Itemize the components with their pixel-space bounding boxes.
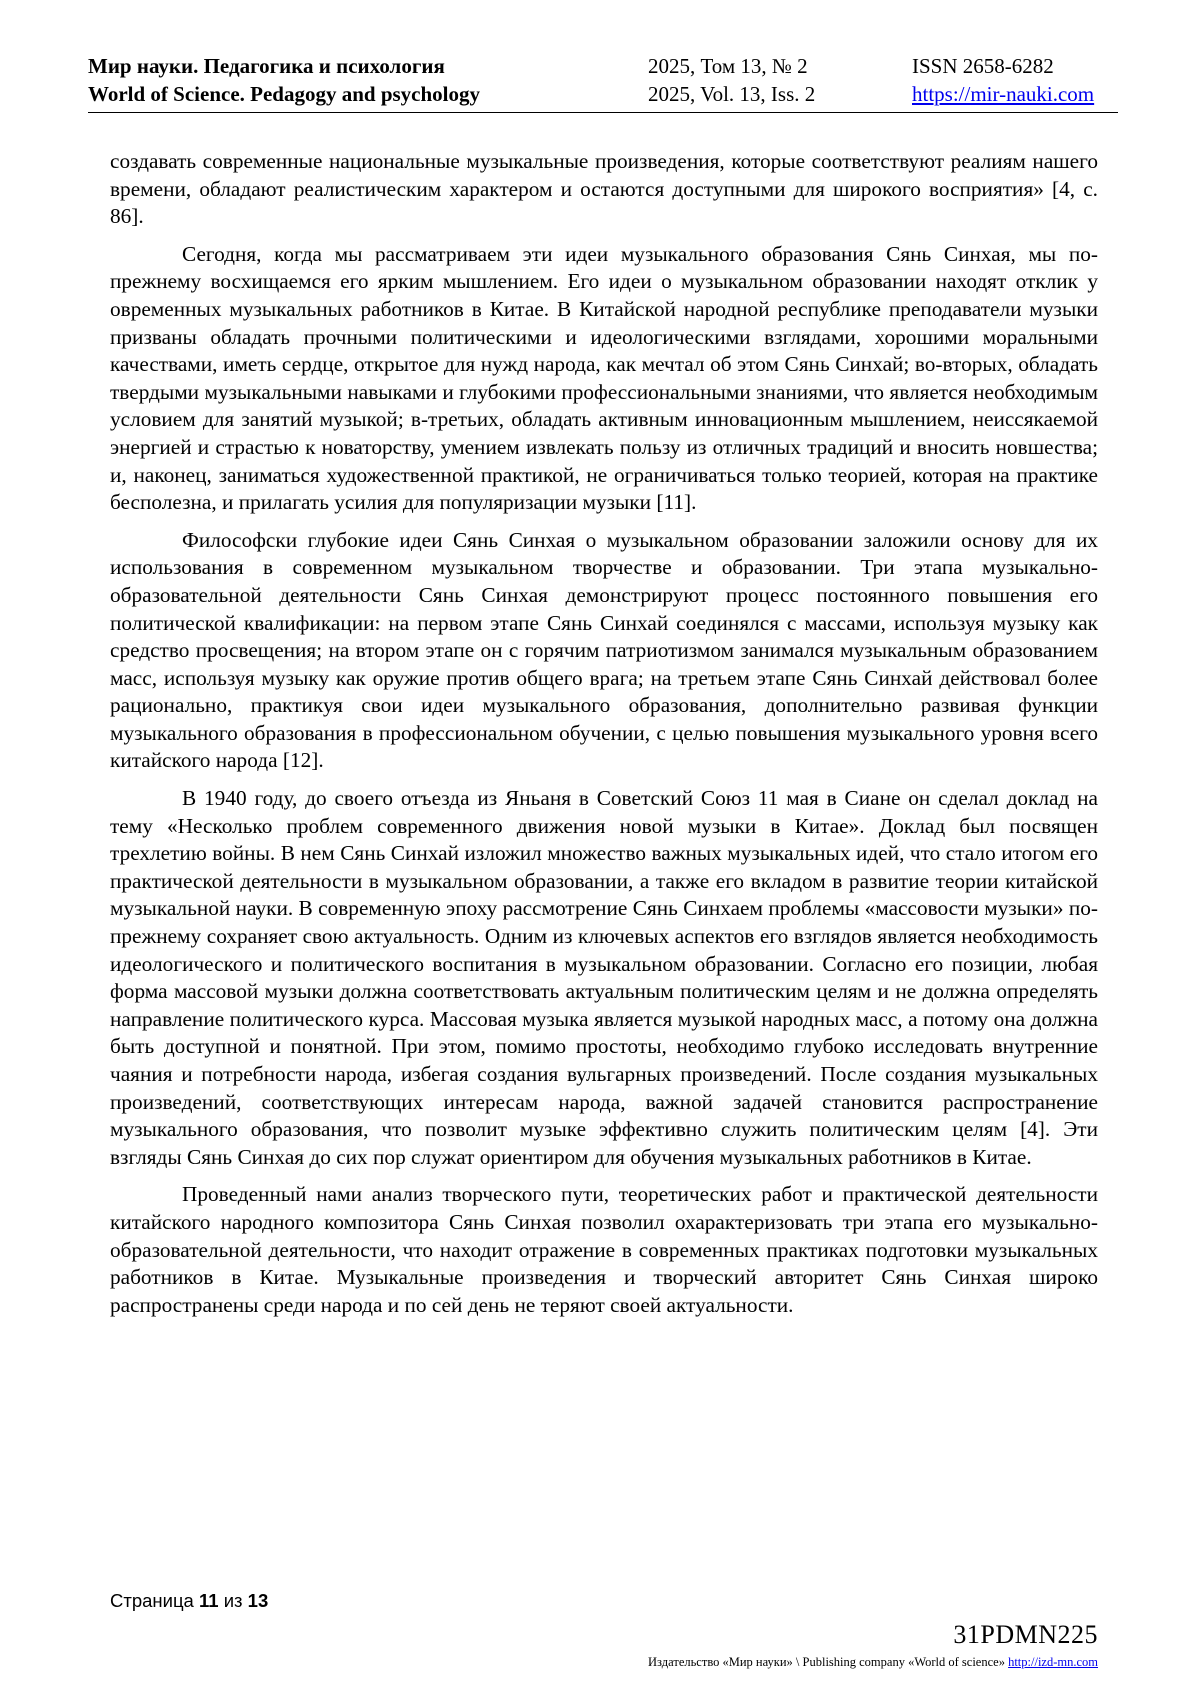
page-label: Страница [110, 1590, 194, 1611]
paragraph: Сегодня, когда мы рассматриваем эти идеи музыкального образования Сянь Синхая, мы по-прежнему восхищаемся его ярким мышлением. Его идеи о музыкальном образовании находят отклик у овременных музыкальных работников в Китае. В Китайской народной республике преподаватели музыки призваны обладать прочными политическими и идеологическими взглядами, хорошими моральными качествами, иметь сердце, открытое для нужд народа, как мечтал об этом Сянь Синхай; во-вторых, обладать твердыми музыкальными навыками и глубокими профессиональными знаниями, что является необходимым условием для занятий музыкой; в-третьих, обладать активным инновационным мышлением, неиссякаемой энергией и страстью к новаторству, умением извлекать пользу из отличных традиций и вносить новшества; и, наконец, заниматься художественной практикой, не ограничиваться только теорией, которая на практике бесполезна, и прилагать усилия для популяризации музыки [11]. [110, 241, 1098, 515]
journal-title-en: World of Science. Pedagogy and psychology [88, 82, 481, 106]
issue-en: 2025, Vol. 13, Iss. 2 [648, 82, 816, 106]
page-total: 13 [247, 1590, 269, 1611]
journal-title [88, 52, 480, 108]
publisher-text: Издательство «Мир науки» \ Publishing company «World of science» [648, 1655, 1005, 1669]
journal-title-ru: Мир науки. Педагогика и психология [88, 54, 445, 78]
issn-info [912, 52, 1094, 108]
paragraph: В 1940 году, до своего отъезда из Яньаня в Советский Союз 11 мая в Сиане он сделал доклад на тему «Несколько проблем современного движения новой музыки в Китае». Доклад был посвящен трехлетию войны. В нем Сянь Синхай изложил множество важных музыкальных идей, что стало итогом его практической деятельности в музыкальном образовании, а также его вкладом в развитие теории китайской музыкальной науки. В современную эпоху рассмотрение Сянь Синхаем проблемы «массовости музыки» по-прежнему сохраняет свою актуальность. Одним из ключевых аспектов его взглядов является необходимость идеологического и политического воспитания в музыкальном образовании. Согласно его позиции, любая форма массовой музыки должна соответствовать актуальным политическим целям и не должна определять направление политического курса. Массовая музыка является музыкой народных масс, а потому она должна быть доступной и понятной. При этом, помимо простоты, необходимо глубоко исследовать внутренние чаяния и потребности народа, избегая создания вульгарных произведений. После создания музыкальных произведений, соответствующих интересам народа, важной задачей становится распространение музыкального образования, что позволит музыке эффективно служить политическим целям [4]. Эти взгляды Сянь Синхая до сих пор служат ориентиром для обучения музыкальных работников в Китае. [110, 786, 1098, 1169]
page-of: из [223, 1590, 243, 1611]
paragraph: Философски глубокие идеи Сянь Синхая о музыкальном образовании заложили основу для их использования в современном музыкальном творчестве и образовании. Три этапа музыкально-образовательной деятельности Сянь Синхая демонстрируют процесс постоянного повышения его политической квалификации: на первом этапе Сянь Синхай соединялся с массами, используя музыку как средство просвещения; на втором этапе он с горячим патриотизмом занимался музыкальным образованием масс, используя музыку как оружие против общего врага; на третьем этапе Сянь Синхай действовал более рационально, практикуя свои идеи музыкального образования, дополнительно развивая функции музыкального образования в профессиональном обучении, с целью повышения музыкального уровня всего китайского народа [12]. [110, 527, 1098, 773]
article-body [110, 148, 1098, 1329]
publisher-link[interactable]: http://izd-mn.com [1008, 1655, 1098, 1669]
publisher-line [648, 1655, 1098, 1670]
issn: ISSN 2658-6282 [912, 54, 1054, 78]
journal-header [88, 52, 1118, 112]
document-code: 31PDMN225 [953, 1620, 1098, 1649]
paragraph: создавать современные национальные музыкальные произведения, которые соответствуют реалиям нашего времени, обладают реалистическим характером и остаются доступными для широкого восприятия» [4, с. 86]. [110, 149, 1098, 229]
journal-url-link[interactable]: https://mir-nauki.com [912, 82, 1095, 106]
paragraph: Проведенный нами анализ творческого пути, теоретических работ и практической деятельности китайского народного композитора Сянь Синхая позволил охарактеризовать три этапа его музыкально-образовательной деятельности, что находит отражение в современных практиках подготовки музыкальных работников в Китае. Музыкальные произведения и творческий авторитет Сянь Синхая широко распространены среди народа и по сей день не теряют своей актуальности. [110, 1182, 1098, 1317]
issue-info [648, 52, 815, 108]
page-number [110, 1590, 268, 1612]
page-current: 11 [199, 1590, 219, 1611]
issue-ru: 2025, Том 13, № 2 [648, 54, 808, 78]
header-divider [88, 112, 1118, 113]
